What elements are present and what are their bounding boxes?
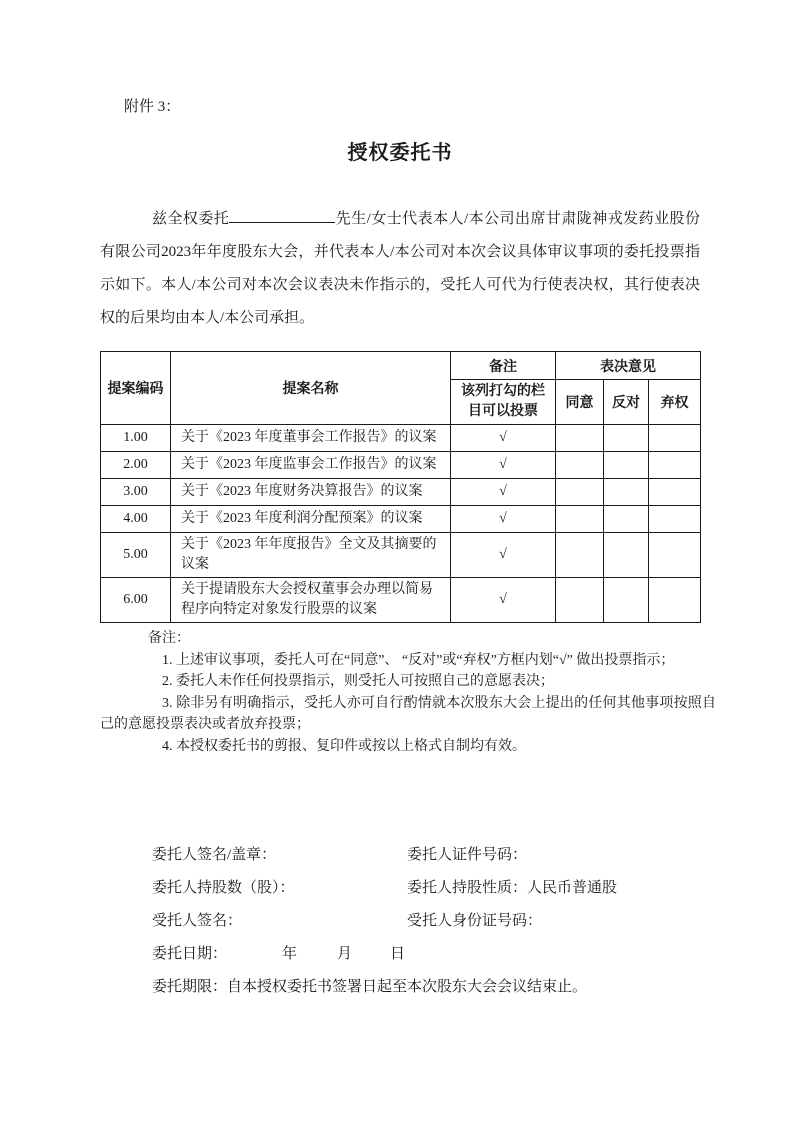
vote-against-cell xyxy=(604,506,649,533)
vote-agree-cell xyxy=(556,425,604,452)
note-item-4: 4. 本授权委托书的剪报、复印件或按以上格式自制均有效。 xyxy=(162,738,526,754)
proxy-term-text: 委托期限：自本授权委托书签署日起至本次股东大会会议结束止。 xyxy=(152,979,588,995)
date-line xyxy=(152,944,405,964)
header-proposal-name: 提案名称 xyxy=(171,352,451,425)
proxy-signature-label: 受托人签名： xyxy=(152,913,243,929)
table-row xyxy=(101,533,701,578)
proposal-name-cell: 关于《2023 年年度报告》全文及其摘要的议案 xyxy=(171,533,451,578)
header-agree: 同意 xyxy=(556,380,604,425)
proposal-name-cell: 关于《2023 年度财务决算报告》的议案 xyxy=(171,479,451,506)
principal-signature-label: 委托人签名/盖章： xyxy=(152,847,277,863)
proposal-code-cell: 6.00 xyxy=(101,578,171,623)
remark-check-cell: √ xyxy=(451,452,556,479)
signature-date-row xyxy=(100,944,700,964)
principal-share-type-label: 委托人持股性质：人民币普通股 xyxy=(407,880,618,896)
proposal-name-cell: 关于《2023 年度董事会工作报告》的议案 xyxy=(171,425,451,452)
vote-agree-cell xyxy=(556,452,604,479)
vote-abstain-cell xyxy=(649,578,701,623)
attachment-label: 附件 3： xyxy=(124,99,181,115)
vote-agree-cell xyxy=(556,506,604,533)
vote-abstain-cell xyxy=(649,506,701,533)
table-row xyxy=(101,506,701,533)
table-row xyxy=(101,479,701,506)
header-abstain: 弃权 xyxy=(649,380,701,425)
remark-check-cell: √ xyxy=(451,479,556,506)
remark-check-cell: √ xyxy=(451,506,556,533)
proposal-code-cell: 1.00 xyxy=(101,425,171,452)
date-year-char: 年 xyxy=(282,946,298,962)
proposal-code-cell: 3.00 xyxy=(101,479,171,506)
remark-check-cell: √ xyxy=(451,425,556,452)
table-row xyxy=(101,578,701,623)
date-day-char: 日 xyxy=(390,946,406,962)
vote-agree-cell xyxy=(556,479,604,506)
note-item-2: 2. 委托人未作任何投票指示，则受托人可按照自己的意愿表决； xyxy=(162,674,554,689)
note-item-1: 1. 上述审议事项，委托人可在“同意”、 “反对”或“弃权”方框内划“√” 做出投票指示； xyxy=(162,652,675,668)
header-remark: 备注 xyxy=(451,352,556,380)
principal-shares-label: 委托人持股数（股）： xyxy=(152,880,295,896)
vote-agree-cell xyxy=(556,578,604,623)
date-label: 委托日期： xyxy=(152,946,228,962)
intro-suffix: 先生/女士代表本人/本公司出席甘肃陇神戎发药业股份有限公司2023年年度股东大会，并代表本人/本公司对本次会议具体审议事项的委托投票指示如下。本人/本公司对本次会议表决未作指示的，受托人可代为行使表决权，其行使表决权的后果均由本人/本公司承担。 xyxy=(100,211,700,326)
remark-check-cell: √ xyxy=(451,578,556,623)
proposal-code-cell: 4.00 xyxy=(101,506,171,533)
vote-abstain-cell xyxy=(649,425,701,452)
date-month-char: 月 xyxy=(337,946,353,962)
intro-paragraph xyxy=(100,203,700,335)
vote-against-cell xyxy=(604,425,649,452)
vote-abstain-cell xyxy=(649,533,701,578)
vote-against-cell xyxy=(604,533,649,578)
vote-against-cell xyxy=(604,578,649,623)
proposal-name-cell: 关于《2023 年度利润分配预案》的议案 xyxy=(171,506,451,533)
vote-against-cell xyxy=(604,479,649,506)
header-proposal-code: 提案编码 xyxy=(101,352,171,425)
principal-id-label: 委托人证件号码： xyxy=(407,847,528,863)
signature-term-row xyxy=(100,977,700,997)
table-row xyxy=(101,452,701,479)
signature-row xyxy=(100,911,700,931)
table-row xyxy=(101,425,701,452)
remark-check-cell: √ xyxy=(451,533,556,578)
table-header-row-1 xyxy=(101,352,701,380)
vote-agree-cell xyxy=(556,533,604,578)
notes-section xyxy=(100,628,716,757)
proposal-code-cell: 2.00 xyxy=(101,452,171,479)
notes-title: 备注： xyxy=(148,631,190,646)
header-against: 反对 xyxy=(604,380,649,425)
note-item-3: 3. 除非另有明确指示，受托人亦可自行酌情就本次股东大会上提出的任何其他事项按照自己的意愿投票表决或者放弃投票； xyxy=(100,695,716,732)
intro-prefix: 兹全权委托 xyxy=(152,211,230,227)
proposal-name-cell: 关于提请股东大会授权董事会办理以简易程序向特定对象发行股票的议案 xyxy=(171,578,451,623)
signature-section xyxy=(100,845,700,997)
signature-row xyxy=(100,878,700,898)
vote-abstain-cell xyxy=(649,452,701,479)
vote-abstain-cell xyxy=(649,479,701,506)
header-remark-sub: 该列打勾的栏目可以投票 xyxy=(451,380,556,425)
signature-row xyxy=(100,845,700,865)
header-vote-opinion: 表决意见 xyxy=(556,352,701,380)
vote-against-cell xyxy=(604,452,649,479)
proxy-name-blank xyxy=(229,209,335,223)
voting-table xyxy=(100,351,701,623)
proposal-code-cell: 5.00 xyxy=(101,533,171,578)
proposal-name-cell: 关于《2023 年度监事会工作报告》的议案 xyxy=(171,452,451,479)
page-title: 授权委托书 xyxy=(347,142,453,164)
proxy-id-label: 受托人身份证号码： xyxy=(407,913,543,929)
